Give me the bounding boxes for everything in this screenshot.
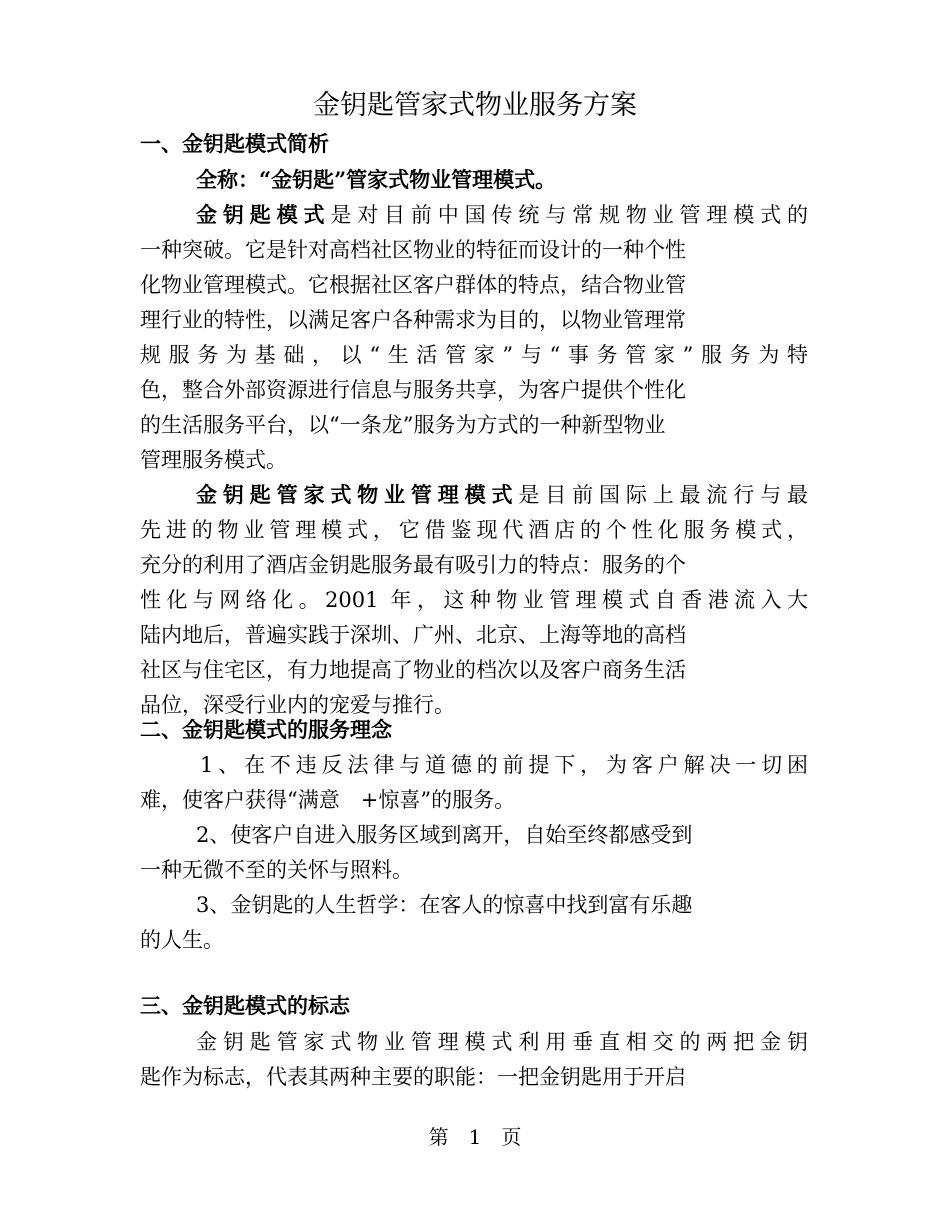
list-item-line: 2、使客户自进入服务区域到离开，自始至终都感受到	[196, 823, 693, 847]
paragraph-line: 充分的利用了酒店金钥匙服务最有吸引力的特点：服务的个	[140, 553, 686, 577]
paragraph-line: 色，整合外部资源进行信息与服务共享，为客户提供个性化	[140, 378, 686, 402]
bold-term: 金钥匙管家式物业管理模式	[196, 482, 519, 507]
paragraph-line: 品位，深受行业内的宠爱与推行。	[140, 693, 455, 717]
paragraph-line	[196, 481, 808, 509]
paragraph-line: 陆内地后，普遍实践于深圳、广州、北京、上海等地的高档	[140, 623, 686, 647]
fullname-line: 全称：“金钥匙”管家式物业管理模式。	[196, 167, 557, 192]
paragraph-line: 匙作为标志，代表其两种主要的职能：一把金钥匙用于开启	[140, 1065, 686, 1089]
section-3-heading: 三、金钥匙模式的标志	[140, 993, 350, 1018]
paragraph-line: 金钥匙管家式物业管理模式利用垂直相交的两把金钥	[196, 1030, 808, 1054]
list-item-line: 1、在不违反法律与道德的前提下，为客户解决一切困	[200, 753, 808, 777]
paragraph-line: 一种突破。它是针对高档社区物业的特征而设计的一种个性	[140, 238, 686, 262]
paragraph-text: 是目前国际上最流行与最	[518, 483, 809, 507]
paragraph-line: 性化与网络化。2001 年，这种物业管理模式自香港流入大	[140, 588, 808, 612]
paragraph-line: 管理服务模式。	[140, 448, 287, 472]
paragraph-text: 是对目前中国传统与常规物业管理模式的	[330, 203, 809, 227]
paragraph-line: 的生活服务平台，以“一条龙”服务为方式的一种新型物业	[140, 413, 666, 437]
paragraph-line: 化物业管理模式。它根据社区客户群体的特点，结合物业管	[140, 273, 686, 297]
page-number: 第 1 页	[428, 1125, 522, 1149]
bold-term: 金钥匙模式	[196, 202, 331, 227]
list-item-line: 难，使客户获得“满意 +惊喜”的服务。	[140, 788, 516, 812]
section-2-heading: 二、金钥匙模式的服务理念	[140, 717, 392, 742]
paragraph-line: 理行业的特性，以满足客户各种需求为目的，以物业管理常	[140, 308, 686, 332]
section-1-heading: 一、金钥匙模式简析	[140, 131, 329, 156]
paragraph-line: 先进的物业管理模式，它借鉴现代酒店的个性化服务模式，	[140, 518, 808, 542]
paragraph-line	[196, 201, 808, 229]
list-item-line: 一种无微不至的关怀与照料。	[140, 858, 413, 882]
list-item-line: 的人生。	[140, 928, 224, 952]
document-title: 金钥匙管家式物业服务方案	[313, 90, 637, 121]
paragraph-line: 规服务为基础，以“生活管家”与“事务管家”服务为特	[140, 343, 808, 367]
paragraph-line: 社区与住宅区，有力地提高了物业的档次以及客户商务生活	[140, 658, 686, 682]
list-item-line: 3、金钥匙的人生哲学：在客人的惊喜中找到富有乐趣	[196, 893, 693, 917]
